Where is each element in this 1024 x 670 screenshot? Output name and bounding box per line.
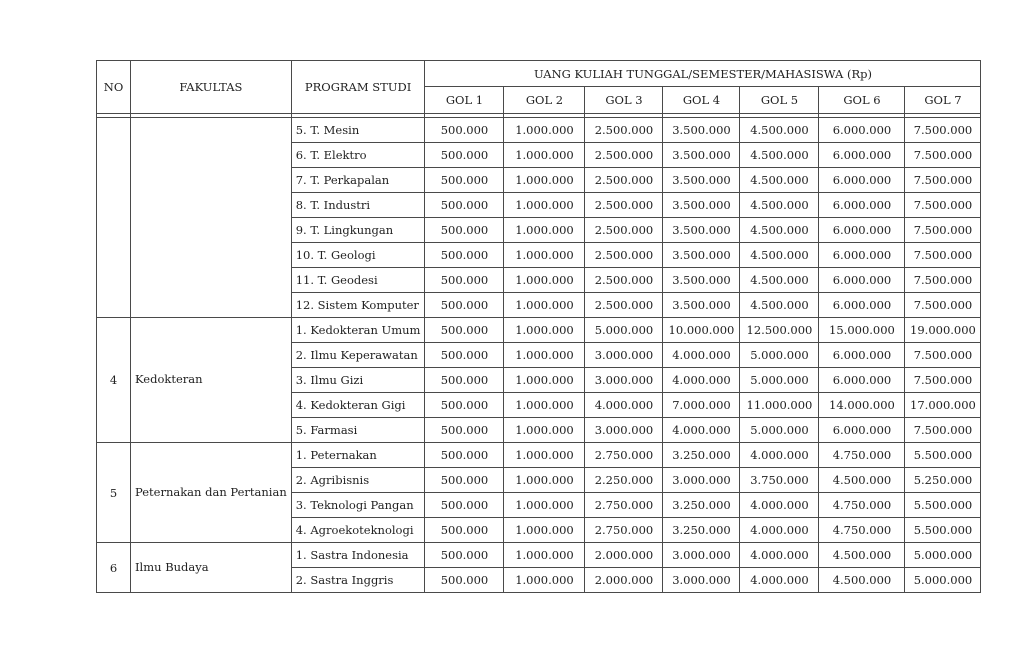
fee-gol-6: 6.000.000 — [819, 418, 905, 443]
header-fakultas: FAKULTAS — [131, 61, 292, 114]
fee-gol-2: 1.000.000 — [504, 493, 585, 518]
fee-gol-2: 1.000.000 — [504, 468, 585, 493]
fee-gol-3: 2.500.000 — [585, 193, 663, 218]
fee-gol-4: 3.000.000 — [663, 543, 740, 568]
tuition-fee-table — [96, 60, 981, 593]
fee-gol-7: 7.500.000 — [905, 343, 981, 368]
fee-gol-2: 1.000.000 — [504, 293, 585, 318]
fee-gol-5: 11.000.000 — [740, 393, 819, 418]
fee-gol-1: 500.000 — [425, 418, 504, 443]
fee-gol-6: 4.500.000 — [819, 468, 905, 493]
fee-gol-4: 3.000.000 — [663, 468, 740, 493]
program-name: 2. Sastra Inggris — [291, 568, 425, 593]
program-name: 5. Farmasi — [291, 418, 425, 443]
fee-gol-2: 1.000.000 — [504, 318, 585, 343]
program-name: 2. Agribisnis — [291, 468, 425, 493]
fee-gol-3: 2.000.000 — [585, 543, 663, 568]
fee-gol-2: 1.000.000 — [504, 168, 585, 193]
fee-gol-2: 1.000.000 — [504, 143, 585, 168]
faculty-number: 4 — [97, 318, 131, 443]
fee-gol-7: 7.500.000 — [905, 168, 981, 193]
fee-gol-7: 5.250.000 — [905, 468, 981, 493]
fee-gol-5: 4.000.000 — [740, 518, 819, 543]
program-name: 10. T. Geologi — [291, 243, 425, 268]
fee-gol-5: 4.500.000 — [740, 243, 819, 268]
fee-gol-5: 4.500.000 — [740, 118, 819, 143]
fee-gol-2: 1.000.000 — [504, 543, 585, 568]
fee-gol-1: 500.000 — [425, 518, 504, 543]
fee-gol-3: 2.750.000 — [585, 518, 663, 543]
program-name: 3. Teknologi Pangan — [291, 493, 425, 518]
fee-gol-3: 3.000.000 — [585, 418, 663, 443]
program-name: 4. Agroekoteknologi — [291, 518, 425, 543]
fee-gol-3: 2.500.000 — [585, 218, 663, 243]
fee-gol-5: 4.000.000 — [740, 493, 819, 518]
fee-gol-1: 500.000 — [425, 318, 504, 343]
fee-gol-1: 500.000 — [425, 568, 504, 593]
header-ukt-title: UANG KULIAH TUNGGAL/SEMESTER/MAHASISWA (Rp) — [425, 61, 981, 87]
fee-gol-7: 5.000.000 — [905, 568, 981, 593]
fee-gol-7: 7.500.000 — [905, 193, 981, 218]
fee-gol-5: 4.500.000 — [740, 143, 819, 168]
fee-gol-1: 500.000 — [425, 168, 504, 193]
fee-gol-7: 7.500.000 — [905, 368, 981, 393]
header-gol-4: GOL 4 — [663, 87, 740, 114]
fee-gol-6: 4.750.000 — [819, 518, 905, 543]
fee-gol-7: 5.500.000 — [905, 443, 981, 468]
faculty-number: 6 — [97, 543, 131, 593]
fee-gol-5: 4.500.000 — [740, 268, 819, 293]
fee-gol-1: 500.000 — [425, 368, 504, 393]
fee-gol-3: 2.750.000 — [585, 493, 663, 518]
fee-gol-7: 17.000.000 — [905, 393, 981, 418]
fee-gol-2: 1.000.000 — [504, 418, 585, 443]
fee-gol-4: 4.000.000 — [663, 368, 740, 393]
fee-gol-4: 4.000.000 — [663, 343, 740, 368]
header-gol-5: GOL 5 — [740, 87, 819, 114]
fee-gol-4: 3.500.000 — [663, 243, 740, 268]
fee-gol-5: 4.500.000 — [740, 168, 819, 193]
fee-gol-6: 6.000.000 — [819, 193, 905, 218]
faculty-name: Peternakan dan Pertanian — [131, 443, 292, 543]
fee-gol-5: 4.500.000 — [740, 218, 819, 243]
fee-gol-7: 7.500.000 — [905, 143, 981, 168]
fee-gol-3: 4.000.000 — [585, 393, 663, 418]
fee-gol-7: 5.000.000 — [905, 543, 981, 568]
fee-gol-7: 7.500.000 — [905, 268, 981, 293]
fee-gol-6: 6.000.000 — [819, 343, 905, 368]
fee-gol-2: 1.000.000 — [504, 568, 585, 593]
fee-gol-3: 5.000.000 — [585, 318, 663, 343]
fee-gol-6: 6.000.000 — [819, 168, 905, 193]
fee-gol-3: 3.000.000 — [585, 368, 663, 393]
fee-gol-2: 1.000.000 — [504, 443, 585, 468]
fee-gol-5: 4.000.000 — [740, 443, 819, 468]
program-name: 1. Sastra Indonesia — [291, 543, 425, 568]
fee-gol-2: 1.000.000 — [504, 118, 585, 143]
fee-gol-4: 3.500.000 — [663, 143, 740, 168]
program-name: 8. T. Industri — [291, 193, 425, 218]
fee-gol-2: 1.000.000 — [504, 393, 585, 418]
fee-gol-2: 1.000.000 — [504, 218, 585, 243]
fee-gol-1: 500.000 — [425, 193, 504, 218]
fee-gol-4: 3.500.000 — [663, 218, 740, 243]
faculty-name: Kedokteran — [131, 318, 292, 443]
fee-gol-1: 500.000 — [425, 468, 504, 493]
fee-gol-5: 4.500.000 — [740, 193, 819, 218]
fee-gol-4: 3.500.000 — [663, 193, 740, 218]
fee-gol-1: 500.000 — [425, 118, 504, 143]
fee-gol-3: 3.000.000 — [585, 343, 663, 368]
fee-gol-6: 4.750.000 — [819, 443, 905, 468]
fee-gol-1: 500.000 — [425, 243, 504, 268]
fee-gol-6: 6.000.000 — [819, 118, 905, 143]
fee-gol-4: 3.250.000 — [663, 443, 740, 468]
program-name: 5. T. Mesin — [291, 118, 425, 143]
fee-gol-1: 500.000 — [425, 293, 504, 318]
fee-gol-6: 4.500.000 — [819, 568, 905, 593]
fee-gol-7: 5.500.000 — [905, 518, 981, 543]
fee-gol-3: 2.500.000 — [585, 293, 663, 318]
table-row — [97, 118, 981, 143]
fee-gol-5: 3.750.000 — [740, 468, 819, 493]
fee-gol-5: 12.500.000 — [740, 318, 819, 343]
fee-gol-5: 5.000.000 — [740, 418, 819, 443]
header-no: NO — [97, 61, 131, 114]
fee-gol-2: 1.000.000 — [504, 368, 585, 393]
table-body — [97, 114, 981, 593]
fee-gol-3: 2.500.000 — [585, 118, 663, 143]
fee-gol-6: 6.000.000 — [819, 293, 905, 318]
fee-gol-3: 2.500.000 — [585, 243, 663, 268]
fee-gol-6: 4.500.000 — [819, 543, 905, 568]
fee-gol-5: 4.500.000 — [740, 293, 819, 318]
fee-gol-4: 10.000.000 — [663, 318, 740, 343]
program-name: 2. Ilmu Keperawatan — [291, 343, 425, 368]
faculty-number — [97, 118, 131, 318]
fee-gol-6: 6.000.000 — [819, 268, 905, 293]
header-gol-7: GOL 7 — [905, 87, 981, 114]
fee-gol-3: 2.250.000 — [585, 468, 663, 493]
fee-gol-2: 1.000.000 — [504, 193, 585, 218]
fee-gol-7: 7.500.000 — [905, 418, 981, 443]
program-name: 1. Kedokteran Umum — [291, 318, 425, 343]
fee-gol-3: 2.500.000 — [585, 143, 663, 168]
table-header — [97, 61, 981, 114]
fee-gol-6: 15.000.000 — [819, 318, 905, 343]
header-gol-1: GOL 1 — [425, 87, 504, 114]
fee-gol-6: 6.000.000 — [819, 243, 905, 268]
fee-gol-6: 4.750.000 — [819, 493, 905, 518]
fee-gol-1: 500.000 — [425, 268, 504, 293]
fee-gol-4: 3.250.000 — [663, 518, 740, 543]
fee-gol-6: 6.000.000 — [819, 218, 905, 243]
header-gol-6: GOL 6 — [819, 87, 905, 114]
fee-gol-7: 7.500.000 — [905, 293, 981, 318]
fee-gol-5: 4.000.000 — [740, 568, 819, 593]
fee-gol-1: 500.000 — [425, 493, 504, 518]
program-name: 3. Ilmu Gizi — [291, 368, 425, 393]
fee-gol-3: 2.500.000 — [585, 268, 663, 293]
fee-gol-1: 500.000 — [425, 393, 504, 418]
fee-gol-3: 2.750.000 — [585, 443, 663, 468]
fee-gol-7: 7.500.000 — [905, 243, 981, 268]
fee-gol-7: 7.500.000 — [905, 218, 981, 243]
faculty-name — [131, 118, 292, 318]
fee-gol-4: 3.250.000 — [663, 493, 740, 518]
fee-gol-1: 500.000 — [425, 443, 504, 468]
fee-gol-5: 4.000.000 — [740, 543, 819, 568]
program-name: 9. T. Lingkungan — [291, 218, 425, 243]
table-row — [97, 318, 981, 343]
fee-gol-4: 7.000.000 — [663, 393, 740, 418]
fee-gol-4: 4.000.000 — [663, 418, 740, 443]
fee-gol-6: 6.000.000 — [819, 368, 905, 393]
fee-gol-1: 500.000 — [425, 343, 504, 368]
faculty-number: 5 — [97, 443, 131, 543]
fee-gol-2: 1.000.000 — [504, 243, 585, 268]
fee-gol-4: 3.500.000 — [663, 118, 740, 143]
fee-gol-4: 3.500.000 — [663, 268, 740, 293]
fee-gol-2: 1.000.000 — [504, 268, 585, 293]
program-name: 11. T. Geodesi — [291, 268, 425, 293]
program-name: 12. Sistem Komputer — [291, 293, 425, 318]
fee-gol-4: 3.500.000 — [663, 168, 740, 193]
header-program-studi: PROGRAM STUDI — [291, 61, 425, 114]
fee-gol-7: 19.000.000 — [905, 318, 981, 343]
fee-gol-4: 3.000.000 — [663, 568, 740, 593]
fee-gol-3: 2.000.000 — [585, 568, 663, 593]
fee-gol-2: 1.000.000 — [504, 343, 585, 368]
fee-gol-2: 1.000.000 — [504, 518, 585, 543]
fee-gol-5: 5.000.000 — [740, 343, 819, 368]
fee-gol-3: 2.500.000 — [585, 168, 663, 193]
fee-gol-1: 500.000 — [425, 543, 504, 568]
table-row — [97, 443, 981, 468]
header-gol-3: GOL 3 — [585, 87, 663, 114]
fee-gol-7: 5.500.000 — [905, 493, 981, 518]
program-name: 6. T. Elektro — [291, 143, 425, 168]
program-name: 4. Kedokteran Gigi — [291, 393, 425, 418]
faculty-name: Ilmu Budaya — [131, 543, 292, 593]
fee-gol-7: 7.500.000 — [905, 118, 981, 143]
fee-gol-6: 14.000.000 — [819, 393, 905, 418]
fee-gol-4: 3.500.000 — [663, 293, 740, 318]
fee-gol-6: 6.000.000 — [819, 143, 905, 168]
fee-gol-1: 500.000 — [425, 218, 504, 243]
program-name: 7. T. Perkapalan — [291, 168, 425, 193]
header-gol-2: GOL 2 — [504, 87, 585, 114]
fee-gol-1: 500.000 — [425, 143, 504, 168]
table-row — [97, 543, 981, 568]
program-name: 1. Peternakan — [291, 443, 425, 468]
fee-gol-5: 5.000.000 — [740, 368, 819, 393]
